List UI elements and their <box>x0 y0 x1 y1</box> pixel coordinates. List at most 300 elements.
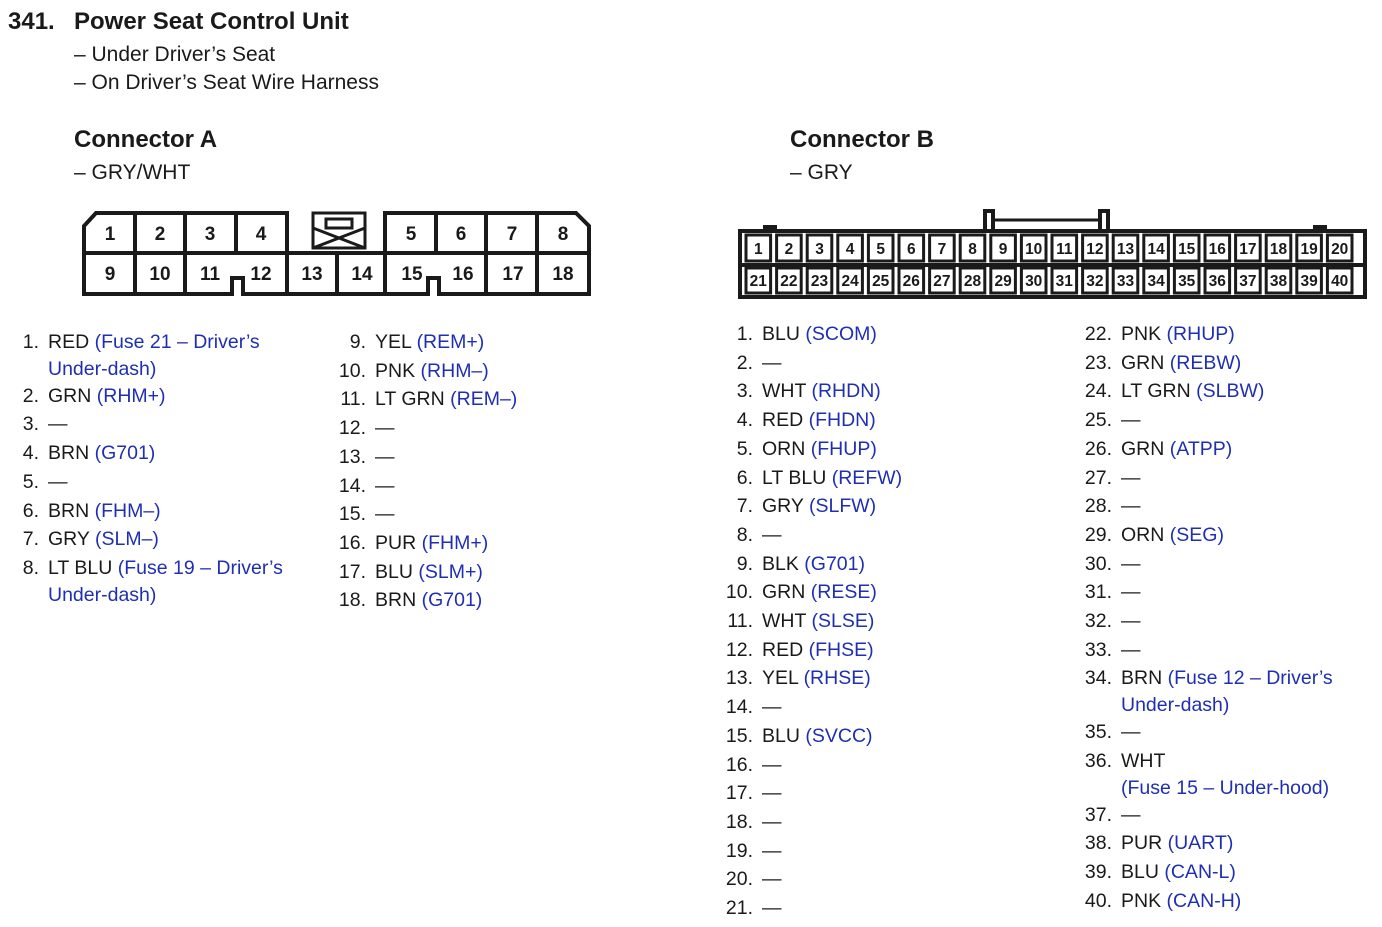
pin-label: 3 <box>204 224 216 245</box>
pin-label: 7 <box>506 224 518 245</box>
signal-name: (FHDN) <box>808 409 876 432</box>
pin-number: 3. <box>736 380 753 403</box>
pin-list-item <box>716 578 902 607</box>
connector-b-title: Connector B <box>790 126 934 153</box>
signal-name: (SEG) <box>1169 523 1224 546</box>
location-line-1: – Under Driver’s Seat <box>74 43 276 66</box>
wire-color: — <box>375 445 395 468</box>
pin-number: 16. <box>725 753 753 776</box>
pin-description <box>1121 801 1141 830</box>
wire-color: LT BLU <box>48 556 113 579</box>
pin-number: 11. <box>340 388 366 411</box>
pin-list-item <box>1075 801 1333 830</box>
wire-color: — <box>762 523 782 546</box>
pin-description <box>762 894 782 923</box>
pin-list-item <box>330 472 517 501</box>
pin-number: 20. <box>725 868 753 891</box>
pin-list-item <box>330 500 517 529</box>
pin-description <box>1121 406 1141 435</box>
pin-number: 35. <box>1084 721 1112 744</box>
wire-color: RED <box>48 331 90 353</box>
pin-number: 27. <box>1084 466 1112 489</box>
pin-list-item <box>1075 464 1333 493</box>
pin-list-item <box>12 525 283 554</box>
connector-a-face <box>80 208 595 300</box>
connector-a-title: Connector A <box>74 126 218 153</box>
wire-color: BRN <box>48 442 90 465</box>
pin-description <box>762 808 782 837</box>
pin-number: 5. <box>736 437 753 460</box>
pin-description <box>1121 377 1264 406</box>
pin-label: 12 <box>1086 241 1104 258</box>
pin-list-item <box>716 837 902 866</box>
pin-label: 24 <box>841 273 859 290</box>
wire-color: BRN <box>48 499 90 522</box>
latch-icon <box>313 213 365 248</box>
wire-color: RED <box>762 638 804 661</box>
pin-list-item <box>1075 320 1333 349</box>
pin-list-item <box>1075 349 1333 378</box>
wire-color: LT BLU <box>762 466 827 489</box>
wire-color: — <box>762 696 782 719</box>
pin-list-item <box>1075 578 1333 607</box>
pin-number: 37. <box>1084 803 1112 826</box>
pin-label: 21 <box>749 273 767 290</box>
pin-number: 3. <box>22 413 39 436</box>
pin-description <box>1121 747 1329 801</box>
connector-a-pin-list-2 <box>330 328 517 615</box>
connector-b-face <box>735 206 1371 302</box>
wire-color: BLU <box>762 323 800 345</box>
pin-label: 29 <box>994 273 1012 290</box>
pin-label: 18 <box>552 264 574 285</box>
location-line-2: – On Driver’s Seat Wire Harness <box>74 71 379 94</box>
pin-list-item <box>330 558 517 587</box>
pin-list-item <box>716 751 902 780</box>
pin-number: 10. <box>338 359 366 382</box>
pin-list-item <box>1075 550 1333 579</box>
pin-list-item <box>330 328 517 357</box>
pin-description <box>1121 578 1141 607</box>
pin-label: 2 <box>784 241 794 258</box>
pin-description <box>762 550 865 579</box>
signal-name: (SLFW) <box>808 495 877 518</box>
pin-list-item <box>12 382 283 411</box>
pin-description <box>1121 492 1141 521</box>
signal-name: (ATPP) <box>1169 437 1233 460</box>
pin-description <box>762 664 871 693</box>
wire-color: — <box>762 868 782 891</box>
signal-name: (SLM–) <box>94 528 159 551</box>
pin-label: 25 <box>872 273 890 290</box>
pin-number: 13. <box>725 667 753 690</box>
pin-list-item <box>716 550 902 579</box>
pin-label: 6 <box>455 224 467 245</box>
pin-list-item <box>716 377 902 406</box>
wire-color: — <box>48 413 68 436</box>
wire-color: GRY <box>48 528 90 551</box>
pin-label: 30 <box>1025 273 1043 290</box>
pin-label: 38 <box>1269 273 1288 290</box>
pin-label: 5 <box>876 241 886 258</box>
pin-list-item <box>330 586 517 615</box>
pin-list-item <box>330 414 517 443</box>
pin-label: 35 <box>1178 273 1196 290</box>
connector-b-pin-list-1 <box>716 320 902 923</box>
pin-label: 11 <box>1056 241 1073 258</box>
pin-number: 26. <box>1084 437 1112 460</box>
pin-list-item <box>1075 406 1333 435</box>
pin-number: 6. <box>736 466 753 489</box>
pin-label: 8 <box>557 224 569 245</box>
wire-color: — <box>762 897 782 920</box>
pin-description <box>48 525 159 554</box>
wire-color: — <box>762 810 782 833</box>
wire-color: BLU <box>375 560 413 583</box>
pin-number: 2. <box>22 384 39 407</box>
signal-name: (G701) <box>421 589 483 612</box>
pin-label: 15 <box>401 264 423 285</box>
pin-description <box>1121 464 1141 493</box>
pin-label: 20 <box>1331 241 1349 258</box>
pin-list-item <box>1075 747 1333 801</box>
pin-description <box>762 406 876 435</box>
pin-label: 9 <box>104 264 116 285</box>
signal-name: (SLBW) <box>1196 380 1265 403</box>
signal-name-continued: Under-dash) <box>48 357 157 380</box>
pin-description <box>48 497 161 526</box>
pin-label: 8 <box>968 241 977 258</box>
wire-color: BRN <box>1121 667 1163 690</box>
wire-color: — <box>1121 466 1141 489</box>
pin-description <box>375 414 395 443</box>
wire-color: BRN <box>375 589 417 612</box>
wire-color: PUR <box>375 531 417 554</box>
pin-label: 16 <box>452 264 474 285</box>
pin-label: 19 <box>1300 241 1318 258</box>
pin-label: 32 <box>1086 273 1104 290</box>
pin-number: 1. <box>736 323 753 345</box>
signal-name: (RHM+) <box>96 384 166 407</box>
pin-label: 27 <box>933 273 951 290</box>
pin-number: 14. <box>338 474 366 497</box>
pin-description <box>1121 718 1141 747</box>
pin-label: 26 <box>902 273 920 290</box>
wire-color: — <box>1121 610 1141 633</box>
pin-number: 9. <box>736 552 753 575</box>
signal-name-continued: Under-dash) <box>48 583 157 606</box>
wire-color: PNK <box>1121 889 1162 912</box>
pin-description <box>1121 664 1333 718</box>
wire-color: PNK <box>1121 323 1162 345</box>
signal-name: (RHSE) <box>803 667 871 690</box>
pin-description <box>1121 829 1233 858</box>
pin-number: 24. <box>1084 380 1112 403</box>
pin-description <box>375 385 517 414</box>
wire-color: WHT <box>762 610 807 633</box>
pin-description <box>1121 858 1236 887</box>
pin-number: 33. <box>1084 638 1112 661</box>
wire-color: — <box>375 417 395 440</box>
signal-name: (SLSE) <box>811 610 875 633</box>
signal-name: (FHSE) <box>808 638 874 661</box>
pin-list-item <box>716 607 902 636</box>
pin-number: 15. <box>725 724 753 747</box>
pin-description <box>762 779 782 808</box>
wire-color: — <box>762 351 782 374</box>
pin-label: 17 <box>502 264 524 285</box>
pin-number: 38. <box>1084 832 1112 855</box>
pin-number: 17. <box>725 782 753 805</box>
pin-number: 25. <box>1084 409 1112 432</box>
connector-a-color: – GRY/WHT <box>74 161 191 184</box>
pin-number: 23. <box>1084 351 1112 374</box>
pin-list-item <box>1075 607 1333 636</box>
pin-list-item <box>12 328 283 382</box>
pin-number: 12. <box>338 417 366 440</box>
wire-color: — <box>1121 495 1141 518</box>
pin-description <box>1121 550 1141 579</box>
wire-color: GRN <box>1121 437 1165 460</box>
pin-number: 4. <box>736 409 753 432</box>
pin-list-item <box>716 693 902 722</box>
pin-label: 1 <box>753 241 763 258</box>
pin-number: 11. <box>727 610 753 633</box>
pin-description <box>48 468 68 497</box>
pin-description <box>762 722 873 751</box>
pin-number: 18. <box>338 589 366 612</box>
signal-name: (SVCC) <box>805 724 873 747</box>
pin-description <box>762 693 782 722</box>
signal-name: (UART) <box>1167 832 1234 855</box>
pin-label: 6 <box>906 241 916 258</box>
pin-description <box>762 435 877 464</box>
pin-label: 2 <box>154 224 166 245</box>
wire-color: BLU <box>762 724 800 747</box>
pin-list-item <box>716 435 902 464</box>
pin-label: 40 <box>1331 273 1349 290</box>
pin-list-item <box>12 439 283 468</box>
pin-number: 36. <box>1084 749 1112 772</box>
pin-number: 32. <box>1084 610 1112 633</box>
pin-number: 31. <box>1084 581 1112 604</box>
pin-description <box>762 865 782 894</box>
signal-name: (SLM+) <box>418 560 483 583</box>
wire-color: PUR <box>1121 832 1163 855</box>
wire-color: — <box>1121 803 1141 826</box>
pin-description <box>48 382 166 411</box>
pin-list-item <box>330 357 517 386</box>
pin-number: 8. <box>736 523 753 546</box>
pin-description <box>48 439 155 468</box>
pin-description <box>375 443 395 472</box>
pin-list-item <box>330 529 517 558</box>
wire-color: ORN <box>762 437 806 460</box>
pin-number: 1. <box>22 331 39 353</box>
pin-list-item <box>1075 521 1333 550</box>
pin-list-item <box>716 664 902 693</box>
pin-label: 10 <box>149 264 171 285</box>
signal-name: (Fuse 19 – Driver’s <box>117 556 283 579</box>
pin-list-item <box>330 385 517 414</box>
signal-name: (Fuse 21 – Driver’s <box>94 331 260 353</box>
wire-color: RED <box>762 409 804 432</box>
pin-description <box>1121 349 1241 378</box>
pin-list-item <box>12 497 283 526</box>
pin-list-item <box>716 808 902 837</box>
wire-color: WHT <box>1121 749 1166 772</box>
pin-description <box>1121 607 1141 636</box>
pin-label: 36 <box>1208 273 1226 290</box>
wire-color: — <box>1121 409 1141 432</box>
wire-color: PNK <box>375 359 416 382</box>
pin-description <box>762 578 877 607</box>
pin-description <box>48 328 260 382</box>
pin-number: 16. <box>338 531 366 554</box>
wire-color: LT GRN <box>1121 380 1191 403</box>
pin-label: 3 <box>815 241 824 258</box>
wire-color: — <box>762 782 782 805</box>
pin-number: 13. <box>338 445 366 468</box>
wire-color: — <box>1121 638 1141 661</box>
pin-list-item <box>1075 636 1333 665</box>
pin-list-item <box>1075 887 1333 916</box>
pin-number: 19. <box>725 839 753 862</box>
pin-number: 17. <box>338 560 366 583</box>
pin-label: 10 <box>1025 241 1043 258</box>
connector-a-pin-list-1 <box>12 328 283 608</box>
pin-description <box>48 410 68 439</box>
pin-label: 13 <box>301 264 323 285</box>
pin-label: 1 <box>104 224 116 245</box>
pin-description <box>375 586 482 615</box>
pin-description <box>762 521 782 550</box>
pin-description <box>762 464 902 493</box>
pin-label: 28 <box>963 273 982 290</box>
pin-label: 23 <box>810 273 829 290</box>
pin-number: 28. <box>1084 495 1112 518</box>
wire-color: GRN <box>1121 351 1165 374</box>
pin-label: 31 <box>1055 273 1073 290</box>
wire-color: — <box>375 474 395 497</box>
pin-label: 17 <box>1239 241 1257 258</box>
wire-color: GRY <box>762 495 804 518</box>
pin-description <box>1121 887 1241 916</box>
pin-description <box>375 357 489 386</box>
pin-label: 22 <box>780 273 798 290</box>
wire-color: — <box>1121 552 1141 575</box>
pin-number: 9. <box>349 331 366 353</box>
pin-description <box>762 607 874 636</box>
signal-name: (REM+) <box>416 331 485 353</box>
pin-list-item <box>716 894 902 923</box>
pin-list-item <box>716 865 902 894</box>
pin-label: 15 <box>1178 241 1196 258</box>
pin-description <box>1121 320 1235 349</box>
pin-number: 34. <box>1084 667 1112 690</box>
pin-description <box>375 558 483 587</box>
signal-name: (FHM+) <box>421 531 489 554</box>
pin-label: 11 <box>199 264 221 285</box>
pin-label: 18 <box>1269 241 1288 258</box>
pin-label: 5 <box>405 224 417 245</box>
pin-list-item <box>330 443 517 472</box>
pin-number: 7. <box>22 528 39 551</box>
wire-color: WHT <box>762 380 807 403</box>
pin-label: 39 <box>1300 273 1318 290</box>
signal-name: (RHDN) <box>811 380 881 403</box>
pin-list-item <box>1075 718 1333 747</box>
pin-label: 9 <box>998 241 1008 258</box>
pin-description <box>375 500 395 529</box>
pin-list-item <box>12 468 283 497</box>
pin-list-item <box>716 320 902 349</box>
pin-list-item <box>716 521 902 550</box>
pin-number: 6. <box>22 499 39 522</box>
signal-name: (REFW) <box>831 466 903 489</box>
pin-description <box>1121 636 1141 665</box>
pin-description <box>762 320 877 349</box>
pin-list-item <box>1075 664 1333 718</box>
pin-label: 4 <box>255 224 267 245</box>
wire-color: ORN <box>1121 523 1165 546</box>
pin-list-item <box>1075 829 1333 858</box>
pin-list-item <box>716 492 902 521</box>
pin-description <box>762 492 876 521</box>
pin-list-item <box>1075 435 1333 464</box>
wire-color: — <box>1121 721 1141 744</box>
wire-color: — <box>1121 581 1141 604</box>
signal-name: (RESE) <box>810 581 877 604</box>
wire-color: — <box>762 839 782 862</box>
pin-number: 21. <box>725 897 753 920</box>
pin-list-item <box>716 406 902 435</box>
pin-description <box>1121 521 1224 550</box>
pin-label: 13 <box>1116 241 1135 258</box>
wire-color: LT GRN <box>375 388 445 411</box>
wire-color: GRN <box>48 384 92 407</box>
pin-label: 33 <box>1116 273 1135 290</box>
signal-name: (CAN-L) <box>1164 860 1236 883</box>
signal-name: (SCOM) <box>805 323 877 345</box>
pin-list-item <box>716 349 902 378</box>
signal-name: (G701) <box>94 442 156 465</box>
pin-number: 15. <box>338 503 366 526</box>
pin-number: 5. <box>22 470 39 493</box>
pin-number: 4. <box>22 442 39 465</box>
wire-color: BLK <box>762 552 799 575</box>
pin-list-item <box>716 464 902 493</box>
signal-name: (RHM–) <box>420 359 489 382</box>
wire-color: — <box>48 470 68 493</box>
pin-list-item <box>1075 858 1333 887</box>
pin-description <box>1121 435 1232 464</box>
pin-list-item <box>1075 377 1333 406</box>
signal-name: (REM–) <box>450 388 518 411</box>
signal-name: (RHUP) <box>1166 323 1235 345</box>
pin-number: 2. <box>736 351 753 374</box>
signal-name: (CAN-H) <box>1166 889 1242 912</box>
pin-number: 30. <box>1084 552 1112 575</box>
pin-description <box>762 349 782 378</box>
item-number: 341. <box>8 8 55 35</box>
pin-label: 37 <box>1239 273 1257 290</box>
pin-list-item <box>12 554 283 608</box>
pin-description <box>375 328 484 357</box>
signal-name: (G701) <box>804 552 865 575</box>
pin-number: 22. <box>1084 323 1112 345</box>
signal-name: (Fuse 12 – Driver’s <box>1167 667 1333 690</box>
